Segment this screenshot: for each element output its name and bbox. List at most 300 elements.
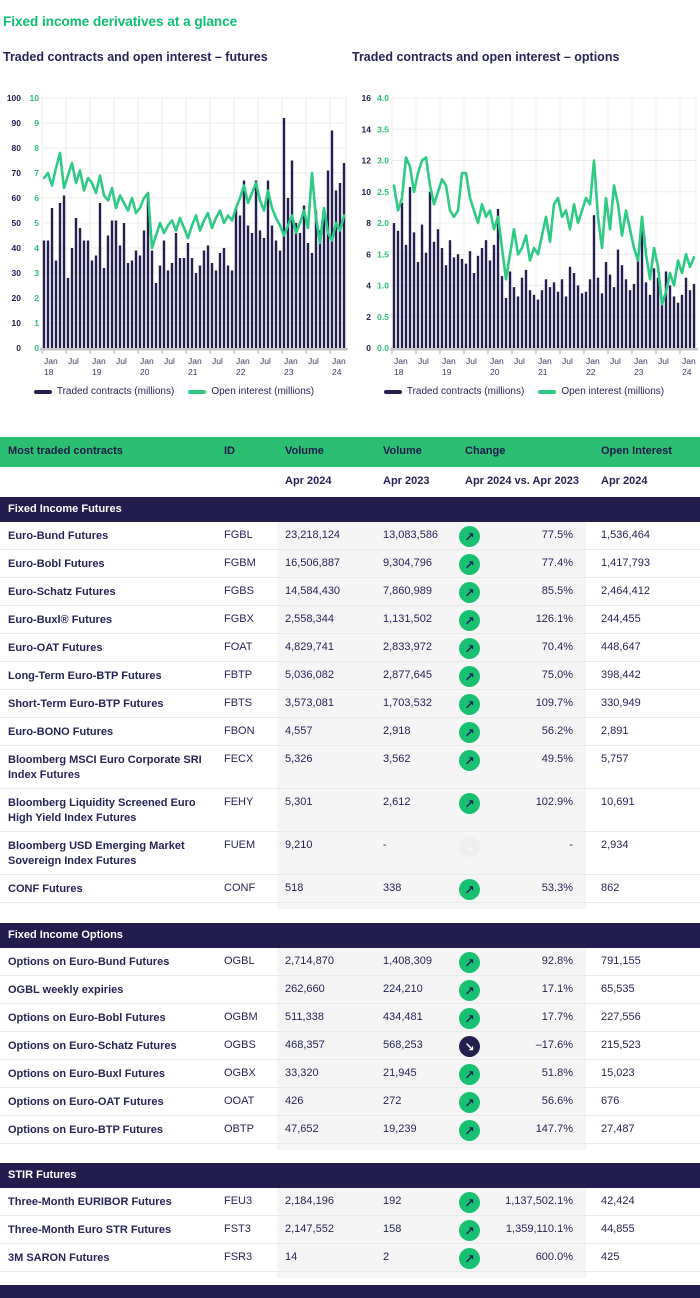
table-row: [0, 634, 700, 662]
volume-apr-2023: 2: [383, 1251, 390, 1263]
table-row: [0, 606, 700, 634]
table-row: [0, 1088, 700, 1116]
contract-id: OBTP: [224, 1123, 254, 1135]
page-title: Fixed income derivatives at a glance: [3, 14, 238, 29]
trend-up-icon: ↗: [459, 1092, 480, 1113]
volume-apr-2023: 2,612: [383, 796, 411, 808]
volume-apr-2023: 2,918: [383, 725, 411, 737]
change-percent: 92.8%: [541, 955, 573, 967]
svg-text:80: 80: [11, 143, 21, 153]
svg-text:Jan: Jan: [332, 356, 346, 366]
trend-up-icon: ↗: [459, 1248, 480, 1269]
legend-item-open-interest: [538, 386, 664, 397]
contract-name: Euro-Bobl Futures: [8, 558, 105, 570]
change-percent: 600.0%: [535, 1251, 573, 1263]
volume-apr-2024: 468,357: [285, 1039, 325, 1051]
subheader-open-interest-apr-2024: Apr 2024: [601, 475, 648, 487]
subheader-change-period: Apr 2024 vs. Apr 2023: [465, 475, 579, 487]
svg-text:9: 9: [34, 118, 39, 128]
volume-apr-2023: 7,860,989: [383, 585, 432, 597]
trend-up-icon: ↗: [459, 722, 480, 743]
change-trend: [459, 1220, 480, 1241]
svg-text:3.0: 3.0: [377, 155, 389, 166]
table-row: [0, 522, 700, 550]
volume-apr-2024: 518: [285, 882, 304, 894]
volume-apr-2024: 2,147,552: [285, 1223, 334, 1235]
trend-up-icon: ↗: [459, 793, 480, 814]
trend-up-icon: ↗: [459, 750, 480, 771]
contract-id: OGBM: [224, 1011, 258, 1023]
volume-apr-2024: 33,320: [285, 1067, 319, 1079]
table-row: [0, 746, 700, 789]
svg-text:Jan: Jan: [140, 356, 154, 366]
open-interest-apr-2024: 448,647: [601, 641, 641, 653]
section-title: Fixed Income Futures: [8, 503, 122, 515]
legend-label: Traded contracts (millions): [56, 386, 175, 397]
column-header-change: Change: [465, 445, 506, 457]
svg-text:Jul: Jul: [418, 356, 429, 366]
contract-id: FGBM: [224, 557, 256, 569]
change-trend: [459, 694, 480, 715]
volume-apr-2024: 262,660: [285, 983, 325, 995]
change-trend: [459, 793, 480, 814]
column-header-open-interest: Open Interest: [601, 445, 672, 457]
volume-apr-2023: 568,253: [383, 1039, 423, 1051]
contract-name: OGBL weekly expiries: [8, 984, 124, 996]
legend-item-open-interest: [188, 386, 314, 397]
open-interest-apr-2024: 330,949: [601, 697, 641, 709]
volume-apr-2024: 426: [285, 1095, 304, 1107]
svg-text:Jan: Jan: [442, 356, 456, 366]
contract-id: FECX: [224, 753, 254, 765]
svg-text:Jan: Jan: [236, 356, 250, 366]
contract-id: FEU3: [224, 1195, 253, 1207]
footer-bar: [0, 1285, 700, 1298]
contract-name: Three-Month Euro STR Futures: [8, 1224, 172, 1236]
table-row: [0, 1188, 700, 1216]
svg-text:3: 3: [34, 268, 39, 278]
contract-id: FGBX: [224, 613, 254, 625]
open-interest-apr-2024: 244,455: [601, 613, 641, 625]
svg-text:40: 40: [11, 243, 21, 253]
svg-text:2: 2: [34, 293, 39, 303]
svg-text:100: 100: [6, 93, 21, 103]
volume-apr-2024: 2,714,870: [285, 955, 334, 967]
volume-apr-2023: 13,083,586: [383, 529, 439, 541]
change-trend: [459, 1092, 480, 1113]
svg-text:60: 60: [11, 193, 21, 203]
volume-apr-2023: 2,877,645: [383, 669, 432, 681]
svg-text:Jan: Jan: [682, 356, 696, 366]
subheader-apr-2024: Apr 2024: [285, 475, 332, 487]
svg-text:0: 0: [34, 343, 39, 353]
change-percent: -: [569, 839, 573, 851]
trend-up-icon: ↗: [459, 1064, 480, 1085]
svg-text:Jul: Jul: [562, 356, 573, 366]
open-interest-apr-2024: 227,556: [601, 1011, 641, 1023]
change-percent: 85.5%: [541, 585, 573, 597]
contract-id: FGBS: [224, 585, 254, 597]
change-trend: [459, 1120, 480, 1141]
svg-text:4: 4: [34, 243, 39, 253]
table-row: [0, 690, 700, 718]
contract-id: FOAT: [224, 641, 253, 653]
table-row: [0, 662, 700, 690]
svg-text:24: 24: [332, 367, 342, 377]
svg-text:Jul: Jul: [164, 356, 175, 366]
svg-text:0: 0: [366, 343, 371, 353]
volume-apr-2024: 5,326: [285, 753, 313, 765]
change-percent: 70.4%: [541, 641, 573, 653]
trend-up-icon: ↗: [459, 554, 480, 575]
contract-name: CONF Futures: [8, 883, 83, 895]
open-interest-apr-2024: 2,464,412: [601, 585, 650, 597]
section-rows: [0, 1188, 700, 1278]
volume-apr-2023: 192: [383, 1195, 402, 1207]
volume-apr-2023: 3,562: [383, 753, 411, 765]
change-trend: [459, 750, 480, 771]
volume-apr-2023: 224,210: [383, 983, 423, 995]
table-row: [0, 832, 700, 875]
open-interest-apr-2024: 15,023: [601, 1067, 635, 1079]
change-percent: 56.6%: [541, 1095, 573, 1107]
trend-up-icon: ↗: [459, 1008, 480, 1029]
column-header-id: ID: [224, 445, 235, 457]
contract-id: FBON: [224, 725, 255, 737]
change-percent: 51.8%: [541, 1067, 573, 1079]
svg-text:18: 18: [44, 367, 54, 377]
volume-apr-2023: 434,481: [383, 1011, 423, 1023]
volume-apr-2023: 9,304,796: [383, 557, 432, 569]
table-row: [0, 718, 700, 746]
change-trend: [459, 980, 480, 1001]
contract-name: 3M SARON Futures: [8, 1252, 110, 1264]
open-interest-apr-2024: 5,757: [601, 753, 629, 765]
open-interest-apr-2024: 862: [601, 882, 620, 894]
svg-text:1: 1: [34, 318, 39, 328]
volume-apr-2023: 21,945: [383, 1067, 417, 1079]
change-trend: [459, 1192, 480, 1213]
svg-text:Jul: Jul: [116, 356, 127, 366]
table-row: [0, 1244, 700, 1272]
volume-apr-2023: 338: [383, 882, 402, 894]
svg-text:Jan: Jan: [394, 356, 408, 366]
futures-chart-title: Traded contracts and open interest – futures: [3, 50, 268, 64]
svg-text:Jan: Jan: [44, 356, 58, 366]
svg-text:21: 21: [538, 367, 548, 377]
contract-name: Bloomberg Liquidity Screened Euro High Yield Index Futures: [8, 797, 196, 824]
open-interest-apr-2024: 10,691: [601, 796, 635, 808]
contract-id: OGBX: [224, 1067, 256, 1079]
trend-up-icon: ↗: [459, 610, 480, 631]
table-row: [0, 1004, 700, 1032]
change-trend: [459, 666, 480, 687]
svg-text:18: 18: [394, 367, 404, 377]
svg-text:10: 10: [361, 186, 371, 197]
open-interest-apr-2024: 398,442: [601, 669, 641, 681]
options-chart-title: Traded contracts and open interest – options: [352, 50, 620, 64]
svg-text:0.5: 0.5: [377, 311, 389, 322]
contract-name: Options on Euro-Schatz Futures: [8, 1040, 177, 1052]
svg-text:Jul: Jul: [68, 356, 79, 366]
contract-name: Euro-BONO Futures: [8, 726, 114, 738]
change-percent: 77.5%: [541, 529, 573, 541]
section-title: Fixed Income Options: [8, 929, 123, 941]
contract-name: Euro-Bund Futures: [8, 530, 109, 542]
svg-text:23: 23: [284, 367, 294, 377]
svg-text:Jan: Jan: [586, 356, 600, 366]
table-row: [0, 1116, 700, 1144]
contract-name: Short-Term Euro-BTP Futures: [8, 698, 164, 710]
contract-id: OGBL: [224, 955, 255, 967]
volume-apr-2024: 14: [285, 1251, 298, 1263]
open-interest-apr-2024: 791,155: [601, 955, 641, 967]
subheader-apr-2023: Apr 2023: [383, 475, 430, 487]
change-trend: [459, 836, 480, 857]
traded-contracts-swatch-icon: [384, 390, 402, 394]
svg-text:4: 4: [366, 280, 371, 291]
svg-text:8: 8: [34, 143, 39, 153]
svg-text:20: 20: [11, 293, 21, 303]
options-chart-legend: [350, 386, 698, 397]
svg-text:5: 5: [34, 218, 39, 228]
change-percent: 17.7%: [541, 1011, 573, 1023]
svg-text:4.0: 4.0: [377, 93, 389, 103]
legend-label: Traded contracts (millions): [406, 386, 525, 397]
open-interest-apr-2024: 42,424: [601, 1195, 635, 1207]
change-percent: 147.7%: [535, 1123, 573, 1135]
svg-text:2.5: 2.5: [377, 186, 389, 197]
svg-text:70: 70: [11, 168, 21, 178]
svg-text:Jul: Jul: [212, 356, 223, 366]
table-row: [0, 578, 700, 606]
legend-label: Open interest (millions): [211, 386, 315, 397]
volume-apr-2023: -: [383, 839, 387, 851]
volume-apr-2024: 2,184,196: [285, 1195, 334, 1207]
trend-up-icon: ↗: [459, 638, 480, 659]
open-interest-apr-2024: 1,417,793: [601, 557, 650, 569]
contract-id: OGBS: [224, 1039, 256, 1051]
column-header-most-traded-contracts: Most traded contracts: [8, 445, 123, 457]
table-row: [0, 550, 700, 578]
section-title: STIR Futures: [8, 1169, 77, 1181]
svg-text:50: 50: [11, 218, 21, 228]
change-trend: [459, 610, 480, 631]
change-percent: 17.1%: [541, 983, 573, 995]
table-row: [0, 948, 700, 976]
volume-apr-2024: 14,584,430: [285, 585, 341, 597]
change-percent: 1,137,502.1%: [505, 1195, 573, 1207]
change-percent: 75.0%: [541, 669, 573, 681]
change-trend: [459, 582, 480, 603]
contract-id: FST3: [224, 1223, 251, 1235]
column-header-volume-2024: Volume: [285, 445, 324, 457]
volume-apr-2024: 2,558,344: [285, 613, 334, 625]
legend-item-traded: [384, 386, 524, 397]
svg-text:90: 90: [11, 118, 21, 128]
change-percent: 109.7%: [535, 697, 573, 709]
options-chart: [350, 86, 698, 386]
table-row: [0, 875, 700, 903]
contract-name: Euro-OAT Futures: [8, 642, 103, 654]
volume-apr-2024: 5,301: [285, 796, 313, 808]
change-percent: 53.3%: [541, 882, 573, 894]
traded-contracts-swatch-icon: [34, 390, 52, 394]
futures-chart: [0, 86, 348, 386]
svg-text:20: 20: [140, 367, 150, 377]
svg-text:Jan: Jan: [490, 356, 504, 366]
svg-text:Jan: Jan: [284, 356, 298, 366]
svg-text:19: 19: [442, 367, 452, 377]
trend-up-icon: ↗: [459, 1120, 480, 1141]
svg-text:Jan: Jan: [92, 356, 106, 366]
svg-text:Jul: Jul: [658, 356, 669, 366]
contract-name: Options on Euro-Buxl Futures: [8, 1068, 166, 1080]
svg-text:Jul: Jul: [610, 356, 621, 366]
svg-text:1.5: 1.5: [377, 249, 389, 260]
svg-text:Jan: Jan: [538, 356, 552, 366]
svg-text:Jul: Jul: [308, 356, 319, 366]
change-trend: [459, 1036, 480, 1057]
open-interest-apr-2024: 44,855: [601, 1223, 635, 1235]
column-header-volume-2023: Volume: [383, 445, 422, 457]
svg-text:0.0: 0.0: [377, 343, 389, 353]
svg-text:10: 10: [29, 93, 39, 103]
svg-text:30: 30: [11, 268, 21, 278]
open-interest-apr-2024: 215,523: [601, 1039, 641, 1051]
table-row: [0, 1032, 700, 1060]
contract-name: Euro-Schatz Futures: [8, 586, 116, 598]
open-interest-apr-2024: 27,487: [601, 1123, 635, 1135]
change-trend: [459, 1008, 480, 1029]
svg-text:Jan: Jan: [188, 356, 202, 366]
svg-text:2.0: 2.0: [377, 218, 389, 228]
volume-apr-2023: 2,833,972: [383, 641, 432, 653]
open-interest-swatch-icon: [188, 390, 206, 394]
change-percent: 126.1%: [535, 613, 573, 625]
contract-id: FBTS: [224, 697, 253, 709]
section-header-stir-futures: [0, 1163, 700, 1188]
svg-text:10: 10: [11, 318, 21, 328]
change-trend: [459, 722, 480, 743]
table-header-row: [0, 437, 700, 467]
trend-up-icon: ↗: [459, 952, 480, 973]
svg-text:12: 12: [361, 155, 371, 166]
trend-up-icon: ↗: [459, 582, 480, 603]
svg-text:Jul: Jul: [260, 356, 271, 366]
svg-text:19: 19: [92, 367, 102, 377]
volume-apr-2023: 158: [383, 1223, 402, 1235]
table-row: [0, 1060, 700, 1088]
trend-flat-icon: →: [459, 836, 480, 857]
trend-up-icon: ↗: [459, 1220, 480, 1241]
contract-id: OOAT: [224, 1095, 255, 1107]
table-row: [0, 976, 700, 1004]
change-trend: [459, 638, 480, 659]
change-percent: 49.5%: [541, 753, 573, 765]
svg-text:24: 24: [682, 367, 692, 377]
change-percent: –17.6%: [535, 1039, 573, 1051]
svg-text:23: 23: [634, 367, 644, 377]
volume-apr-2023: 1,408,309: [383, 955, 432, 967]
svg-text:3.5: 3.5: [377, 124, 389, 135]
table-row: [0, 789, 700, 832]
contract-name: Bloomberg MSCI Euro Corporate SRI Index Futures: [8, 754, 202, 781]
trend-up-icon: ↗: [459, 879, 480, 900]
open-interest-apr-2024: 425: [601, 1251, 620, 1263]
change-trend: [459, 879, 480, 900]
contract-id: FUEM: [224, 839, 256, 851]
legend-label: Open interest (millions): [561, 386, 665, 397]
contract-id: CONF: [224, 882, 256, 894]
svg-text:21: 21: [188, 367, 198, 377]
svg-text:14: 14: [361, 124, 371, 135]
svg-text:2: 2: [366, 311, 371, 322]
svg-text:Jul: Jul: [514, 356, 525, 366]
svg-text:1.0: 1.0: [377, 280, 389, 291]
svg-text:Jul: Jul: [466, 356, 477, 366]
volume-apr-2023: 272: [383, 1095, 402, 1107]
svg-text:22: 22: [586, 367, 596, 377]
change-percent: 77.4%: [541, 557, 573, 569]
contract-name: Options on Euro-OAT Futures: [8, 1096, 164, 1108]
trend-up-icon: ↗: [459, 526, 480, 547]
volume-apr-2024: 9,210: [285, 839, 313, 851]
table-subheader-row: [0, 467, 700, 497]
volume-apr-2024: 16,506,887: [285, 557, 341, 569]
futures-chart-legend: [0, 386, 348, 397]
svg-text:Jan: Jan: [634, 356, 648, 366]
contract-id: FBTP: [224, 669, 253, 681]
volume-apr-2024: 23,218,124: [285, 529, 341, 541]
change-trend: [459, 1064, 480, 1085]
contract-name: Options on Euro-Bund Futures: [8, 956, 170, 968]
volume-apr-2024: 4,829,741: [285, 641, 334, 653]
open-interest-apr-2024: 2,891: [601, 725, 629, 737]
svg-text:0: 0: [16, 343, 21, 353]
contract-id: FEHY: [224, 796, 254, 808]
svg-text:6: 6: [366, 249, 371, 260]
svg-text:6: 6: [34, 193, 39, 203]
trend-up-icon: ↗: [459, 1192, 480, 1213]
change-trend: [459, 1248, 480, 1269]
section-header-fixed-income-options: [0, 923, 700, 948]
change-trend: [459, 554, 480, 575]
contract-name: Long-Term Euro-BTP Futures: [8, 670, 162, 682]
section-rows: [0, 948, 700, 1150]
open-interest-apr-2024: 65,535: [601, 983, 635, 995]
section-header-fixed-income-futures: [0, 497, 700, 522]
contract-name: Bloomberg USD Emerging Market Sovereign Index Futures: [8, 840, 185, 867]
svg-text:20: 20: [490, 367, 500, 377]
contract-name: Euro-Buxl® Futures: [8, 614, 113, 626]
volume-apr-2023: 1,131,502: [383, 613, 432, 625]
open-interest-apr-2024: 676: [601, 1095, 620, 1107]
trend-down-icon: ↘: [459, 1036, 480, 1057]
change-percent: 56.2%: [541, 725, 573, 737]
volume-apr-2024: 47,652: [285, 1123, 319, 1135]
contract-name: Options on Euro-BTP Futures: [8, 1124, 164, 1136]
contract-id: FGBL: [224, 529, 253, 541]
volume-apr-2024: 3,573,081: [285, 697, 334, 709]
volume-apr-2024: 511,338: [285, 1011, 324, 1023]
contract-id: FSR3: [224, 1251, 253, 1263]
open-interest-swatch-icon: [538, 390, 556, 394]
trend-up-icon: ↗: [459, 666, 480, 687]
svg-text:8: 8: [366, 218, 371, 228]
volume-apr-2023: 1,703,532: [383, 697, 432, 709]
change-percent: 1,359,110.1%: [505, 1223, 573, 1235]
